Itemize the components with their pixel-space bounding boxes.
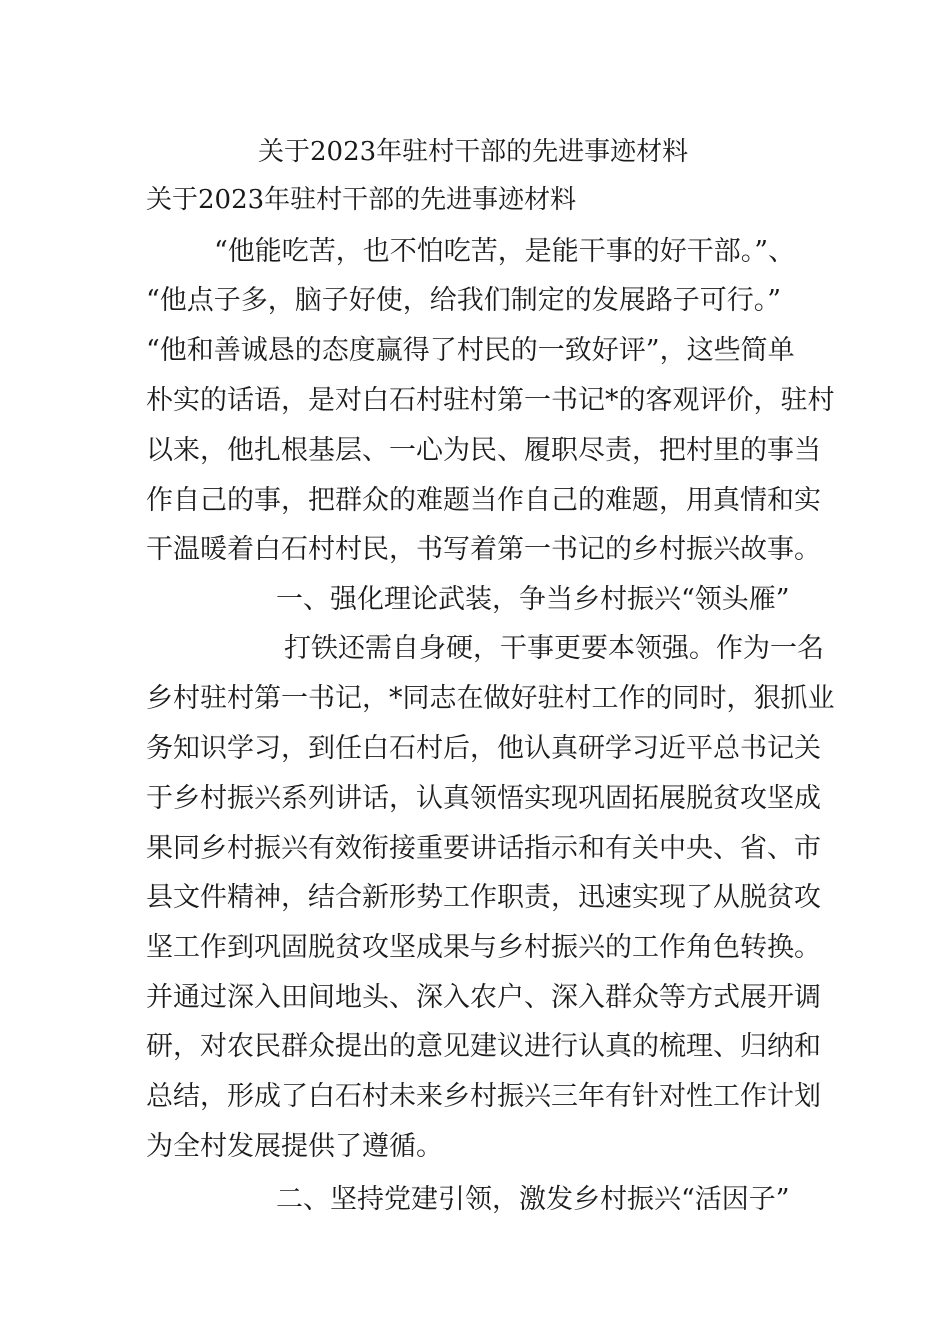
text-line: 果同乡村振兴有效衔接重要讲话指示和有关中央、省、市 [146, 833, 821, 864]
text-line: “他能吃苦，也不怕吃苦，是能干事的好干部。”、 [214, 236, 796, 267]
text-line: 干温暖着白石村村民，书写着第一书记的乡村振兴故事。 [146, 534, 821, 565]
text-line: 作自己的事，把群众的难题当作自己的难题，用真情和实 [146, 485, 821, 516]
text-line: 务知识学习，到任白石村后，他认真研学习近平总书记关 [146, 733, 821, 764]
text-line: 朴实的话语，是对白石村驻村第一书记*的客观评价，驻村 [146, 385, 835, 416]
text-line: 县文件精神，结合新形势工作职责，迅速实现了从脱贫攻 [146, 882, 821, 913]
text-line: 坚工作到巩固脱贫攻坚成果与乡村振兴的工作角色转换。 [146, 932, 821, 963]
text-line: 打铁还需自身硬，干事更要本领强。作为一名 [284, 633, 824, 664]
text-line: “他和善诚恳的态度赢得了村民的一致好评”，这些简单 [146, 335, 795, 366]
text-line: 乡村驻村第一书记，*同志在做好驻村工作的同时，狠抓业 [146, 683, 835, 714]
text-line: 以来，他扎根基层、一心为民、履职尽责，把村里的事当 [146, 435, 821, 466]
document-subtitle: 关于2023年驻村干部的先进事迹材料 [146, 185, 577, 215]
text-line: 研，对农民群众提出的意见建议进行认真的梳理、归纳和 [146, 1031, 821, 1062]
section-heading-1: 一、强化理论武装，争当乡村振兴“领头雁” [276, 584, 790, 615]
text-line: 为全村发展提供了遵循。 [146, 1131, 443, 1162]
section-heading-2: 二、坚持党建引领，激发乡村振兴“活因子” [276, 1184, 790, 1215]
document-title: 关于2023年驻村干部的先进事迹材料 [258, 137, 689, 167]
text-line: 于乡村振兴系列讲话，认真领悟实现巩固拓展脱贫攻坚成 [146, 783, 821, 814]
text-line: “他点子多，脑子好使，给我们制定的发展路子可行。” [146, 285, 782, 316]
text-line: 并通过深入田间地头、深入农户、深入群众等方式展开调 [146, 982, 821, 1013]
text-line: 总结，形成了白石村未来乡村振兴三年有针对性工作计划 [146, 1081, 821, 1112]
